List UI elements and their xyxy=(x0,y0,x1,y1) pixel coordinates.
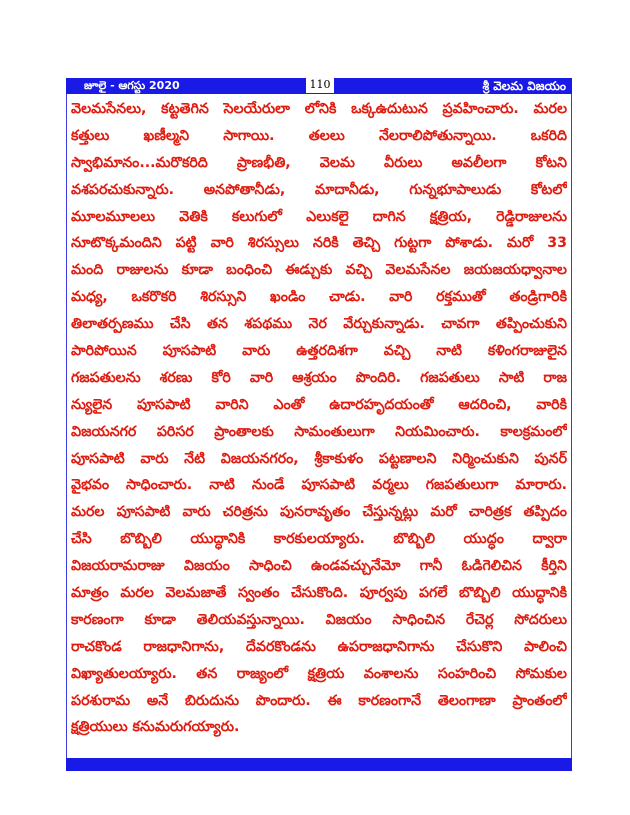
text-line: మరల పూసపాటి వారు చరిత్రను పునరావృతం చేస్తున్నట్లు మరో చారిత్రక తప్పిదం xyxy=(71,504,567,521)
text-line: న్యులైన పూసపాటి వారిని ఎంతో ఉదారహృదయంతో ఆదరించి, వారికి xyxy=(71,396,567,413)
text-line: గజపతులను శరణు కోరి వారి ఆశ్రయం పొందిరి. గజపతులు సాటి రాజ xyxy=(71,369,567,386)
article-text xyxy=(71,96,567,741)
text-line: మంది రాజులను కూడా బంధించి ఈడ్చుకు వచ్చి వెలమసేనల జయజయధ్వానాల xyxy=(71,262,567,279)
text-line: పూసపాటి వారు నేటి విజయనగరం, శ్రీకాకుళం పట్టణాలని నిర్మించుకుని పునర్ xyxy=(71,450,567,467)
text-line: విజయరామరాజు విజయం సాధించి ఉండవచ్చునేమో గానీ ఓడిగెలిచిన కీర్తిని xyxy=(71,558,567,575)
text-line: కారణంగా కూడా తెలియవస్తున్నాయి. విజయం సాధించిన రేచెర్ల సోదరులు xyxy=(71,611,567,628)
header-bar xyxy=(66,78,572,94)
text-line: నూటొక్కమందిని పట్టి వారి శిరస్సులు నరికి తెచ్చి గుట్టగా పోశాడు. మరో 33 xyxy=(71,235,567,252)
article-body xyxy=(66,94,572,758)
text-line: తిలాతర్పణము చేసి తన శపథము నెర వేర్చుకున్నాడు. చావగా తప్పించుకుని xyxy=(71,316,567,333)
text-line: క్షత్రియులు కనుమరుగయ్యారు. xyxy=(71,719,240,736)
text-line: మూలమూలలు వెతికి కలుగులో ఎలుకలై దాగిన క్షత్రియ, రెడ్డిరాజులను xyxy=(71,208,567,225)
text-line: చేసి బొబ్బిలి యుద్ధానికి కారకులయ్యారు. బొబ్బిలి యుద్ధం ద్వారా xyxy=(71,531,567,548)
text-line: వైభవం సాధించారు. నాటి నుండే పూసపాటి వర్మలు గజపతులుగా మారారు. xyxy=(71,477,567,494)
text-line: రాచకొండ రాజధానిగాను, దేవరకొండను ఉపరాజధానిగాను చేసుకొని పాలించి xyxy=(71,638,567,655)
text-line: కత్తులు ఖణీల్మని సాగాయి. తలలు నేలరాలిపోతున్నాయి. ఒకరిది xyxy=(71,127,567,144)
text-line: స్వాభిమానం...మరొకరిది ప్రాణభీతి, వెలమ వీరులు అవలీలగా కోటని xyxy=(71,154,567,171)
issue-date: జూలై - ఆగస్టు 2020 xyxy=(84,79,180,92)
text-line: వెలమసేనలు, కట్టతెగిన సెలయేరులా లోనికి ఒక్కఉదుటున ప్రవహించారు. మరల xyxy=(71,101,567,117)
text-line: పరశురామ అనే బిరుదును పొందారు. ఈ కారణంగానే తెలంగాణా ప్రాంతంలో xyxy=(71,692,567,709)
text-line: మధ్య, ఒకరొకరి శిరస్సుని ఖండిం చాడు. వారి రక్తముతో తండ్రిగారికి xyxy=(71,289,567,306)
text-line: విజయనగర పరిసర ప్రాంతాలకు సామంతులుగా నియమించారు. కాలక్రమంలో xyxy=(71,423,567,440)
text-line: మాత్రం మరల వెలమజాతే స్వంతం చేసుకొంది. పూర్వపు పగలే బొబ్బిలి యుద్ధానికి xyxy=(71,585,567,602)
text-line: పారిపోయిన పూసపాటి వారు ఉత్తరదిశగా వచ్చి నాటి కళింగరాజులైన xyxy=(71,343,567,360)
page-number: 110 xyxy=(306,77,334,93)
footer-bar xyxy=(66,758,572,771)
text-line: వశపరచుకున్నారు. అనపోతానీడు, మాదానీడు, గున్నభూపాలుడు కోటలో xyxy=(71,181,567,198)
text-line: విఖ్యాతులయ్యారు. తన రాజ్యంలో క్షత్రియ వంశాలను సంహరించి సోమకుల xyxy=(71,665,567,682)
magazine-page xyxy=(66,78,572,772)
magazine-title: శ్రీ వెలమ విజయం xyxy=(482,79,566,93)
